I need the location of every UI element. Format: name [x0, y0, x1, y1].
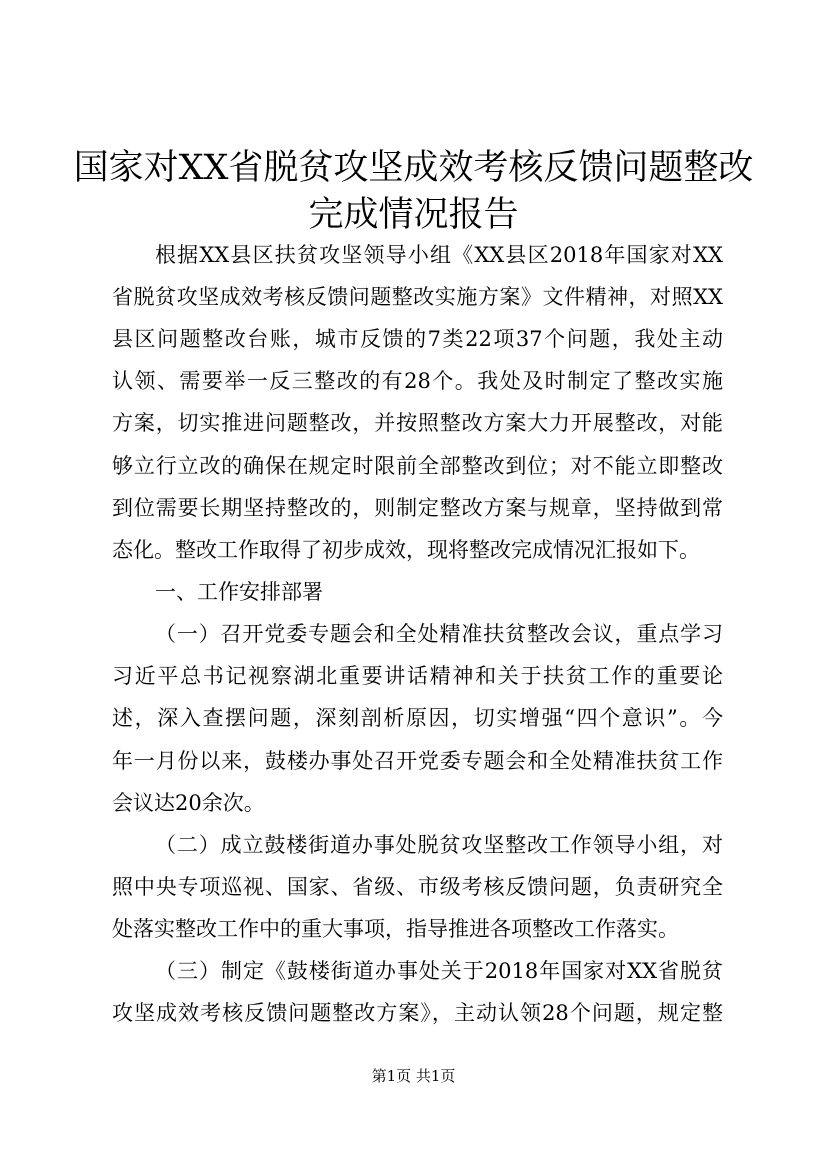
paragraph-line: 照中央专项巡视、国家、省级、市级考核反馈问题，负责研究全 — [112, 875, 723, 899]
paragraph-line: 攻坚成效考核反馈问题整改方案》，主动认领28个问题，规定整 — [112, 1001, 723, 1025]
paragraph-line: 态化。整改工作取得了初步成效，现将整改完成情况汇报如下。 — [112, 538, 700, 562]
paragraph-line: 方案，切实推进问题整改，并按照整改方案大力开展整改，对能 — [112, 411, 723, 435]
paragraph-line: 述，深入查摆问题，深刻剖析原因，切实增强“四个意识”。今 — [112, 706, 723, 730]
section-heading: 一、工作安排部署 — [155, 580, 323, 604]
paragraph-line: 习近平总书记视察湖北重要讲话精神和关于扶贫工作的重要论 — [112, 664, 723, 688]
paragraph-line: （二）成立鼓楼街道办事处脱贫攻坚整改工作领导小组，对 — [155, 833, 723, 857]
document-title-line-2: 完成情况报告 — [308, 195, 519, 235]
paragraph-line: 县区问题整改台账，城市反馈的7类22项37个问题，我处主动 — [112, 327, 723, 351]
paragraph-line: 年一月份以来，鼓楼办事处召开党委专题会和全处精准扶贫工作 — [112, 749, 723, 773]
document-title-line-1: 国家对XX省脱贫攻坚成效考核反馈问题整改 — [73, 148, 754, 188]
paragraph-line: 会议达20余次。 — [112, 791, 265, 815]
paragraph-line: （一）召开党委专题会和全处精准扶贫整改会议，重点学习 — [155, 622, 723, 646]
paragraph-line: 处落实整改工作中的重大事项，指导推进各项整改工作落实。 — [112, 917, 679, 941]
paragraph-line: 根据XX县区扶贫攻坚领导小组《XX县区2018年国家对XX — [155, 243, 723, 267]
paragraph-line: 够立行立改的确保在规定时限前全部整改到位；对不能立即整改 — [112, 454, 723, 478]
paragraph-line: 到位需要长期坚持整改的，则制定整改方案与规章，坚持做到常 — [112, 496, 723, 520]
paragraph-line: 认领、需要举一反三整改的有28个。我处及时制定了整改实施 — [112, 369, 723, 393]
page-footer: 第1页 共1页 — [371, 1067, 456, 1085]
paragraph-line: （三）制定《鼓楼街道办事处关于2018年国家对XX省脱贫 — [155, 959, 723, 983]
paragraph-line: 省脱贫攻坚成效考核反馈问题整改实施方案》文件精神，对照XX — [112, 285, 723, 309]
